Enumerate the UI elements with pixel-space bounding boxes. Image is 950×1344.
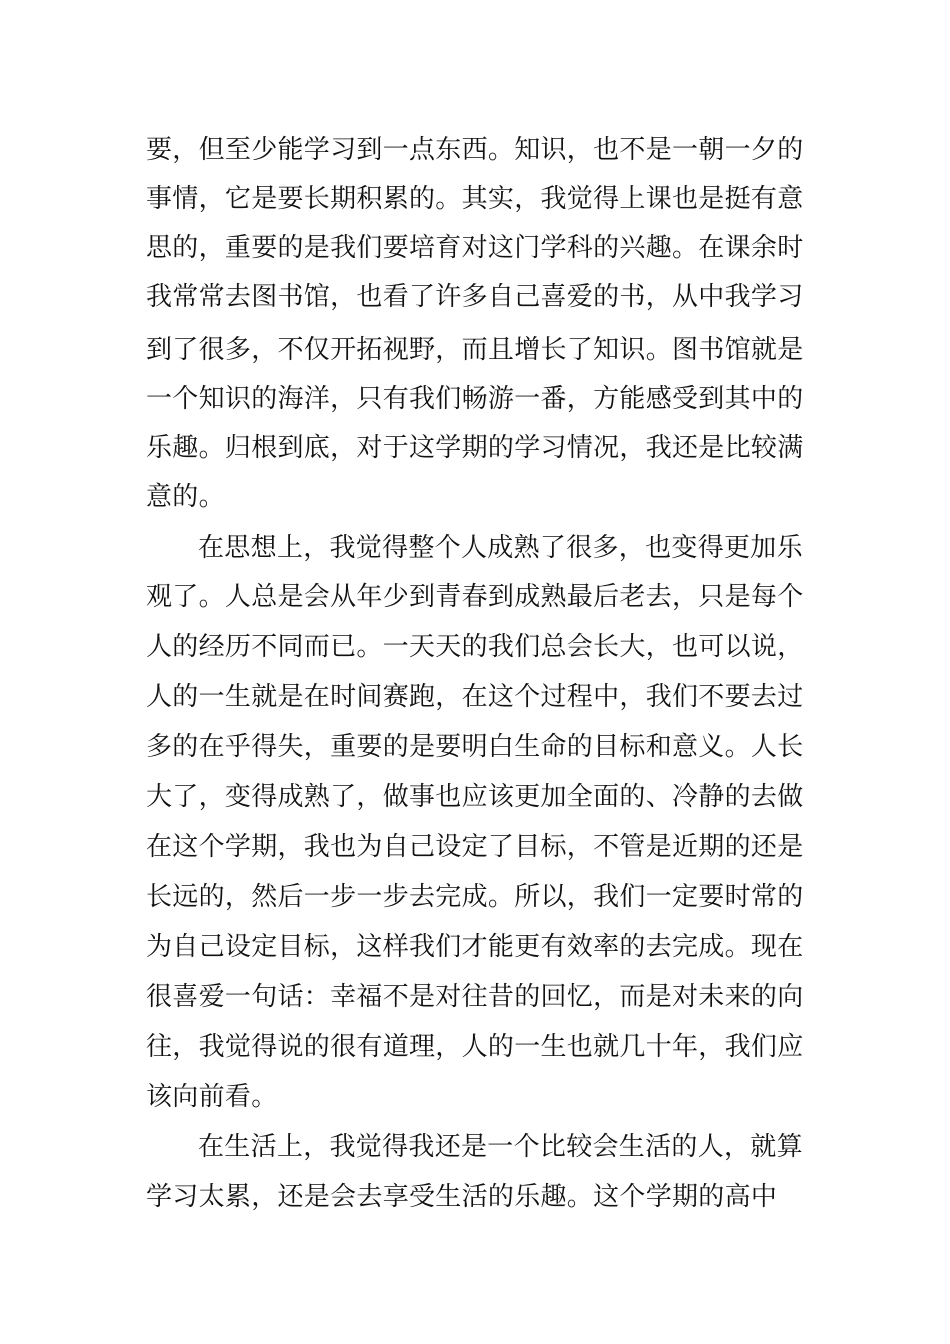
text-line: 到了很多，不仅开拓视野，而且增长了知识。图书馆就是 — [146, 335, 804, 365]
text-line: 大了，变得成熟了，做事也应该更加全面的、冷静的去做 — [146, 782, 804, 812]
text-line: 观了。人总是会从年少到青春到成熟最后老去，只是每个 — [146, 582, 804, 612]
text-line: 很喜爱一句话：幸福不是对往昔的回忆，而是对未来的向 — [146, 982, 804, 1012]
text-line: 一个知识的海洋，只有我们畅游一番，方能感受到其中的 — [146, 384, 804, 414]
text-line: 学习太累，还是会去享受生活的乐趣。这个学期的高中 — [146, 1182, 778, 1212]
text-line: 我常常去图书馆，也看了许多自己喜爱的书，从中我学习 — [146, 282, 804, 312]
text-line: 在这个学期，我也为自己设定了目标，不管是近期的还是 — [146, 832, 804, 862]
text-line: 思的，重要的是我们要培育对这门学科的兴趣。在课余时 — [146, 233, 804, 263]
paragraph-first-line: 在思想上，我觉得整个人成熟了很多，也变得更加乐 — [198, 533, 803, 563]
text-line: 乐趣。归根到底，对于这学期的学习情况，我还是比较满 — [146, 433, 804, 463]
text-line: 长远的，然后一步一步去完成。所以，我们一定要时常的 — [146, 882, 804, 912]
text-line: 人的经历不同而已。一天天的我们总会长大，也可以说， — [146, 632, 804, 662]
text-line: 该向前看。 — [146, 1082, 278, 1112]
text-line: 人的一生就是在时间赛跑，在这个过程中，我们不要去过 — [146, 682, 804, 712]
text-line: 往，我觉得说的很有道理，人的一生也就几十年，我们应 — [146, 1032, 804, 1062]
text-line: 要，但至少能学习到一点东西。知识，也不是一朝一夕的 — [146, 135, 804, 165]
text-line: 多的在乎得失，重要的是要明白生命的目标和意义。人长 — [146, 732, 804, 762]
text-line: 事情，它是要长期积累的。其实，我觉得上课也是挺有意 — [146, 184, 804, 214]
text-line: 意的。 — [146, 482, 225, 512]
text-line: 为自己设定目标，这样我们才能更有效率的去完成。现在 — [146, 932, 804, 962]
paragraph-first-line: 在生活上，我觉得我还是一个比较会生活的人，就算 — [198, 1132, 803, 1162]
